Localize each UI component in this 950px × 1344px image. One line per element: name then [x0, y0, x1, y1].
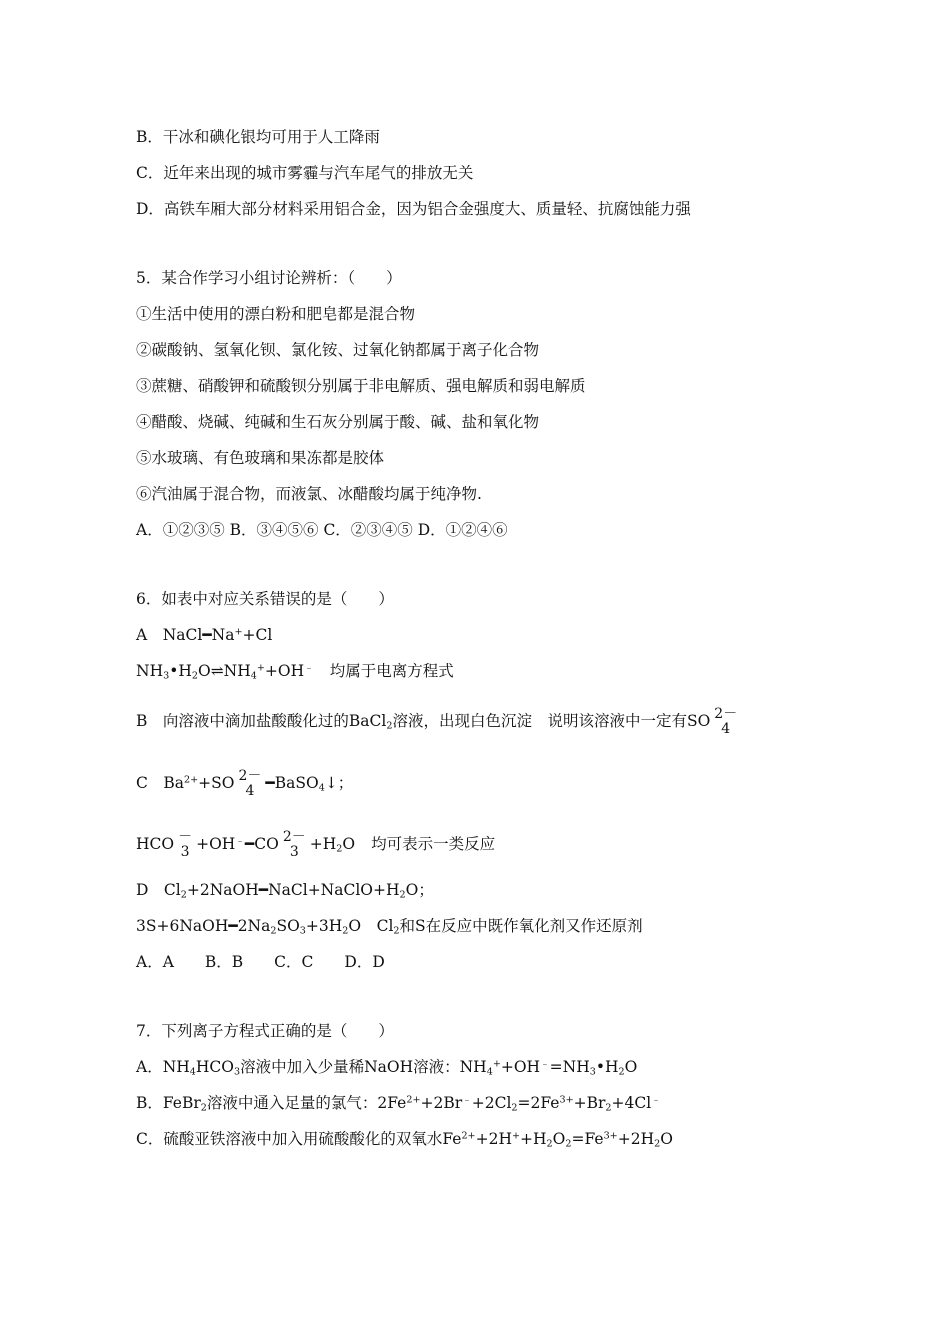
q4-option-b: B．干冰和碘化银均可用于人工降雨 — [136, 128, 380, 146]
q5-item-3: ③蔗糖、硝酸钾和硫酸钡分别属于非电解质、强电解质和弱电解质 — [136, 377, 586, 395]
q5-options: A．①②③⑤ B．③④⑤⑥ C．②③④⑤ D．①②④⑥ — [136, 521, 508, 539]
q5-stem: 5．某合作学习小组讨论辨析：（ ） — [136, 269, 402, 287]
q5-item-6: ⑥汽油属于混合物，而液氯、冰醋酸均属于纯净物. — [136, 485, 482, 503]
q5-item-4: ④醋酸、烧碱、纯碱和生石灰分别属于酸、碱、盐和氧化物 — [136, 413, 540, 431]
q6-row-a: A NaCl━Na++Cl — [136, 626, 273, 644]
sulfate-charge-stack: 2－ 4 — [714, 706, 738, 737]
q5-item-5: ⑤水玻璃、有色玻璃和果冻都是胶体 — [136, 449, 385, 467]
q6-row-c: C $Ba^{2+}+SO$ 2－ 4 ━BaSO$_4$↓； — [136, 768, 354, 799]
q6-row-d: D $Cl_2+2NaOH━NaCl+NaClO+H_2O$； — [136, 881, 434, 901]
q6-row-c-equation-2: HCO － 3 +OH﹣━CO 2－ 3 $+H_2O$ 均可表示一类反应 — [136, 829, 496, 860]
q4-option-d: D．高铁车厢大部分材料采用铝合金，因为铝合金强度大、质量轻、抗腐蚀能力强 — [136, 200, 691, 218]
q6-row-b: B 向溶液中滴加盐酸酸化过的BaCl$_2$溶液，出现白色沉淀 说明该溶液中一定有SO 2－ 4 — [136, 706, 738, 737]
q6-stem: 6．如表中对应关系错误的是（ ） — [136, 590, 394, 608]
q5-item-2: ②碳酸钠、氢氧化钡、氯化铵、过氧化钠都属于离子化合物 — [136, 341, 540, 359]
q7-option-c: C．硫酸亚铁溶液中加入用硫酸酸化的双氧水$Fe^{2+}+2H^++H_2O_2=Fe^{3+}+2H_2O$ — [136, 1130, 673, 1150]
sulfate-charge-stack: 2－ 4 — [238, 768, 262, 799]
q6-options: A．A B．B C．C D．D — [136, 953, 385, 971]
q6-row-d-equation-2: $3S+6NaOH━2Na_2SO_3+3H_2O$ $Cl_2$和S在反应中既作氧化剂又作还原剂 — [136, 917, 643, 937]
q6-row-a-equation-2: $NH_3•H_2O\rightleftharpoons NH_4^++OH^﹣$ 均属于电离方程式 — [136, 662, 454, 682]
q5-item-1: ①生活中使用的漂白粉和肥皂都是混合物 — [136, 305, 416, 323]
q7-option-b: B．FeBr$_2$溶液中通入足量的氯气：$2Fe^{2+}+2Br^﹣+2Cl_2=2Fe^{3+}+Br_2+4Cl^﹣$ — [136, 1094, 661, 1114]
carbonate-charge-stack: 2－ 3 — [282, 829, 306, 860]
bicarbonate-charge-stack: － 3 — [178, 829, 193, 860]
q7-stem: 7．下列离子方程式正确的是（ ） — [136, 1022, 394, 1040]
q7-option-a: A．$NH_4HCO_3$溶液中加入少量稀NaOH溶液：$NH_4^++OH^﹣=NH_3•H_2O$ — [136, 1058, 638, 1078]
q4-option-c: C．近年来出现的城市雾霾与汽车尾气的排放无关 — [136, 164, 474, 182]
